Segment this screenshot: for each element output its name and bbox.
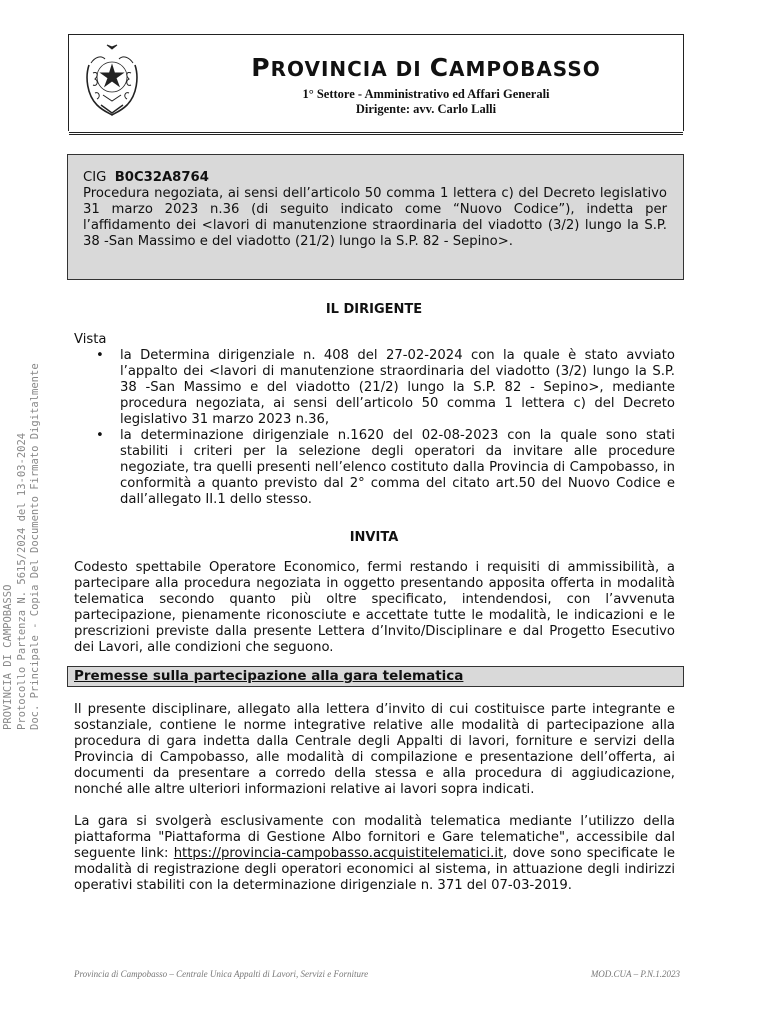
letterhead <box>68 34 684 131</box>
section-header-premesse <box>67 666 684 687</box>
premesse-paragraph-1: Il presente disciplinare, allegato alla lettera d’invito di cui costituisce parte integrante e sostanziale, contiene le norme integrative relative alle modalità di partecipazione alla procedura di gara indetta dalla Centrale degli Appalti di lavori, forniture e servizi della Provincia di Campobasso, alle modalità di compilazione e presentazione dell’offerta, ai documenti da presentare a corredo della stessa e alla procedura di aggiudicazione, nonché alle altre ulteriori informazioni relative ai lavori sopra indicati. <box>74 702 675 797</box>
coat-of-arms-icon <box>81 43 143 119</box>
invita-paragraph: Codesto spettabile Operatore Economico, fermi restando i requisiti di ammissibilità, a partecipare alla procedura negoziata in oggetto presentando apposita offerta in modalità telematica secondo quanto più oltre specificato, intendendosi, con l’avvenuta partecipazione, pienamente riconosciute e accettate tutte le modalità, le indicazioni e le prescrizioni previste dalla presente Lettera d’Invito/Disciplinare e dal Progetto Esecutivo dei Lavori, alle condizioni che seguono. <box>74 560 675 655</box>
page-title: PROVINCIA DI CAMPOBASSO <box>251 53 601 82</box>
list-item: • la determinazione dirigenziale n.1620 del 02-08-2023 con la quale sono stati stabiliti i criteri per la selezione degli operatori da invitare alle procedure negoziate, tra quelli presenti nell’elenco costituto dalla Provincia di Campobasso, in conformità a quanto previsto dal 2° comma del citato art.50 del Nuovo Codice e dall’allegato II.1 dello stesso. <box>96 428 675 507</box>
header-divider <box>69 132 683 135</box>
protocol-stamp <box>2 363 43 730</box>
stamp-line-2: Protocollo Partenza N. 5615/2024 del 13-03-2024 <box>15 432 28 730</box>
heading-invita: INVITA <box>349 530 399 545</box>
cig-line <box>83 170 667 186</box>
stamp-line-1: PROVINCIA DI CAMPOBASSO <box>2 584 14 730</box>
section-title: Premesse sulla partecipazione alla gara telematica <box>74 668 464 684</box>
platform-link[interactable]: https://provincia-campobasso.acquistitelematici.it <box>173 846 504 861</box>
vista-list <box>74 348 675 508</box>
footer-organization: Provincia di Campobasso – Centrale Unica Appalti di Lavori, Servizi e Forniture <box>74 969 369 979</box>
cig-box <box>67 154 684 280</box>
list-item: • la Determina dirigenziale n. 408 del 27-02-2024 con la quale è stato avviato l’appalto dei <lavori di manutenzione straordinaria del viadotto (3/2) lungo la S.P. 38 -San Massimo e del viadotto (21/2) lungo la S.P. 82 - Sepino>, mediante procedura negoziata, ai sensi dell’articolo 50 comma 1 lettera c) del Decreto legislativo 31 marzo 2023 n.36, <box>96 348 675 427</box>
stamp-line-3: Doc. Principale - Copia Del Documento Firmato Digitalmente <box>29 363 41 730</box>
department-name: 1° Settore - Amministrativo ed Affari Generali <box>302 87 550 101</box>
premesse-paragraph-2: La gara si svolgerà esclusivamente con modalità telematica mediante l’utilizzo della piattaforma "Piattaforma di Gestione Albo fornitori e Gare telematiche", accessibile dal seguente link: https://provincia-campobasso.acquistitelematici.it, dove sono specificate le modalità di registrazione degli operatori economici al sistema, in attuazione degli indirizzi operativi stabiliti con la determinazione dirigenziale n. 371 del 07-03-2019. <box>74 814 675 893</box>
footer-model-code: MOD.CUA – P.N.1.2023 <box>590 969 680 979</box>
cig-code: B0C32A8764 <box>114 170 209 185</box>
director-name: Dirigente: avv. Carlo Lalli <box>355 102 497 116</box>
cig-description: Procedura negoziata, ai sensi dell’articolo 50 comma 1 lettera c) del Decreto legislativo 31 marzo 2023 n.36 (di seguito indicato come “Nuovo Codice”), indetta per l’affidamento dei <lavori di manutenzione straordinaria del viadotto (3/2) lungo la S.P. 38 -San Massimo e del viadotto (21/2) lungo la S.P. 82 - Sepino>. <box>83 186 667 249</box>
vista-label: Vista <box>74 332 107 347</box>
bullet-icon: • <box>96 348 104 363</box>
cig-label: CIG <box>83 170 107 185</box>
heading-il-dirigente: IL DIRIGENTE <box>325 302 423 317</box>
bullet-icon: • <box>96 428 104 443</box>
